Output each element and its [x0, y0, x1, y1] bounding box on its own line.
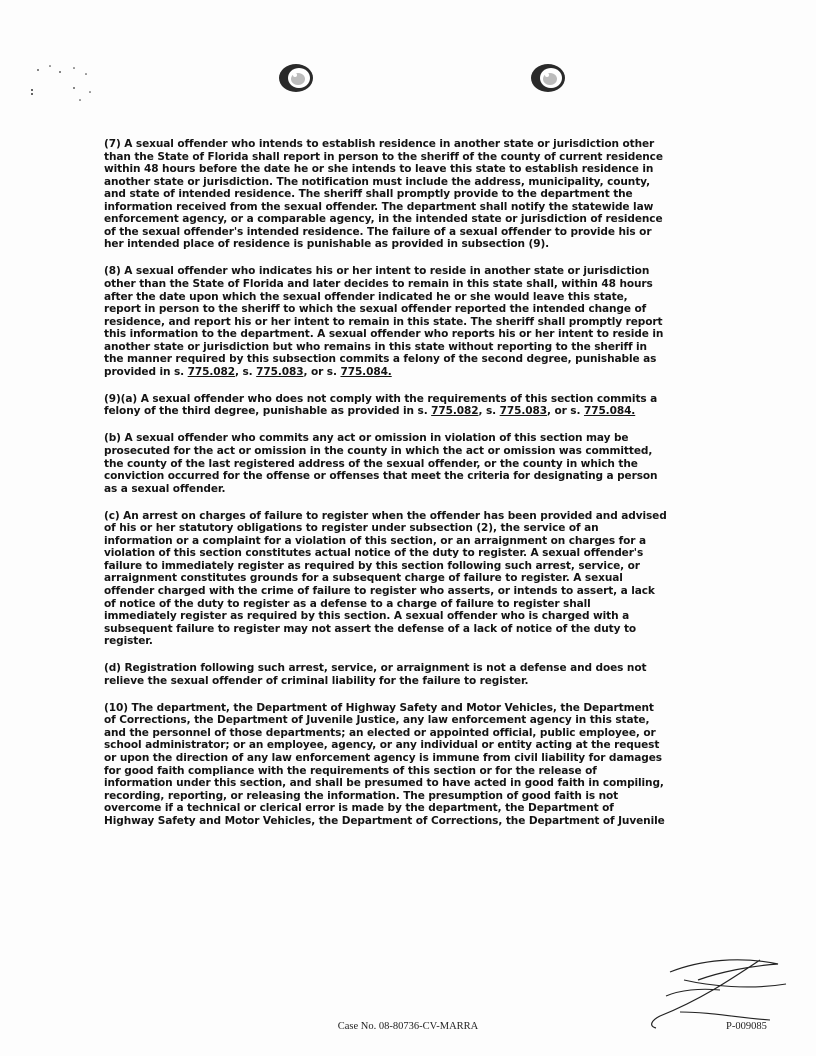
citation-separator: , s. [235, 365, 257, 378]
case-number-footer: Case No. 08-80736-CV-MARRA [337, 1021, 479, 1032]
citation-separator: , or s. [303, 365, 341, 378]
signature-initials [640, 950, 790, 1030]
text-line: (10) The department, the Department of Highway Safety and Motor Vehicles, the Department [104, 701, 654, 714]
text-line: prosecuted for the act or omission in the county in which the act or omission was committed, [104, 444, 653, 457]
text-line: (c) An arrest on charges of failure to register when the offender has been provided and advised [104, 509, 667, 522]
paragraph-9a [104, 393, 682, 418]
paragraph-9c [104, 510, 682, 648]
paragraph-10 [104, 702, 682, 827]
text-line: school administrator; or an employee, agency, or any individual or entity acting at the request [104, 739, 660, 752]
paragraph-8 [104, 265, 682, 378]
text-line: (7) A sexual offender who intends to establish residence in another state or jurisdiction other [104, 138, 655, 150]
text-line-with-citations [104, 366, 682, 379]
text-line: within 48 hours before the date he or she intends to leave this state to establish residence in [104, 163, 654, 176]
statute-link-775-084[interactable]: 775.084. [340, 365, 392, 378]
punch-hole-icon [276, 62, 316, 94]
text-line: violation of this section constitutes actual notice of the duty to register. A sexual offender's [104, 547, 644, 560]
statute-link-775-082[interactable]: 775.082 [431, 405, 479, 418]
bates-number: P-009085 [726, 1021, 767, 1032]
text-line: (d) Registration following such arrest, service, or arraignment is not a defense and does not [104, 662, 647, 675]
text-line: this information to the department. A sexual offender who reports his or her intent to reside in [104, 328, 664, 341]
text-line: of his or her statutory obligations to register under subsection (2), the service of an [104, 522, 599, 535]
text-line: information received from the sexual offender. The department shall notify the statewide law [104, 200, 654, 213]
text-line: of the sexual offender's intended residence. The failure of a sexual offender to provide his or [104, 225, 652, 238]
text-line: another state or jurisdiction. The notification must include the address, municipality, county, [104, 175, 651, 188]
text-line: immediately register as required by this section. A sexual offender who is charged with a [104, 610, 630, 623]
text-line: (8) A sexual offender who indicates his or her intent to reside in another state or jurisdiction [104, 265, 650, 278]
statute-link-775-083[interactable]: 775.083 [256, 365, 304, 378]
text-line: another state or jurisdiction but who remains in this state without reporting to the sheriff in [104, 340, 647, 353]
text-line-with-citations [104, 405, 682, 418]
text-line: her intended place of residence is punishable as provided in subsection (9). [104, 238, 550, 251]
text-line: report in person to the sheriff to which the sexual offender reported the intended change of [104, 303, 647, 316]
text-line: and the personnel of those departments; an elected or appointed official, public employee, or [104, 726, 656, 739]
paragraph-7 [104, 138, 682, 251]
text-line: relieve the sexual offender of criminal liability for the failure to register. [104, 674, 529, 687]
statute-link-775-082[interactable]: 775.082 [187, 365, 236, 378]
text-line: residence, and report his or her intent to remain in this state. The sheriff shall promptly report [104, 315, 663, 328]
paragraph-9d [104, 662, 682, 687]
text-line: overcome if a technical or clerical error is made by the department, the Department of [104, 802, 614, 815]
statute-link-775-083[interactable]: 775.083 [499, 405, 547, 418]
paragraph-9b [104, 432, 682, 495]
text-line: and state of intended residence. The sheriff shall promptly provide to the department the [104, 188, 633, 201]
text-line: recording, reporting, or releasing the information. The presumption of good faith is not [104, 789, 619, 802]
text-line: offender charged with the crime of failure to register who asserts, or intends to assert, a lack [104, 584, 655, 597]
text-line: after the date upon which the sexual offender indicated he or she would leave this state, [104, 290, 628, 303]
statute-text [104, 138, 682, 842]
text-line: (9)(a) A sexual offender who does not comply with the requirements of this section commits a [104, 392, 658, 405]
text-line: arraignment constitutes grounds for a subsequent charge of failure to register. A sexual [104, 572, 623, 585]
text-line: Highway Safety and Motor Vehicles, the Department of Corrections, the Department of Juvenile [104, 814, 665, 827]
text-line: other than the State of Florida and later decides to remain in this state shall, within 48 hours [104, 277, 653, 290]
text-line: conviction occurred for the offense or offenses that meet the criteria for designating a person [104, 470, 658, 483]
statute-link-775-084[interactable]: 775.084. [583, 405, 636, 418]
text-line: of Corrections, the Department of Juvenile Justice, any law enforcement agency in this state, [104, 714, 650, 727]
citation-prefix: provided in s. [104, 365, 188, 378]
text-line: for good faith compliance with the requirements of this section or for the release of [104, 764, 597, 777]
text-line: or upon the direction of any law enforcement agency is immune from civil liability for damages [104, 751, 662, 764]
text-line: the manner required by this subsection commits a felony of the second degree, punishable as [104, 353, 657, 366]
text-line: information or a complaint for a violation of this section, or an arraignment on charges for a [104, 534, 646, 547]
text-line: register. [104, 635, 153, 648]
punch-hole-icon [528, 62, 568, 94]
text-line: than the State of Florida shall report in person to the sheriff of the county of current residence [104, 150, 663, 163]
text-line: information under this section, and shall be presumed to have acted in good faith in compiling, [104, 777, 664, 790]
text-line: the county of the last registered address of the sexual offender, or the county in which the [104, 457, 638, 470]
text-line: (b) A sexual offender who commits any act or omission in violation of this section may be [104, 432, 629, 445]
text-line: failure to immediately register as required by this section following such arrest, service, or [104, 559, 640, 572]
citation-separator: , s. [478, 405, 500, 418]
text-line: subsequent failure to register may not assert the defense of a lack of notice of the duty to [104, 622, 637, 635]
text-line: as a sexual offender. [104, 482, 226, 495]
text-line: enforcement agency, or a comparable agency, in the intended state or jurisdiction of residence [104, 213, 663, 226]
citation-prefix: felony of the third degree, punishable as provided in s. [104, 405, 432, 418]
citation-separator: , or s. [547, 405, 584, 418]
scan-specks [28, 62, 98, 102]
text-line: of notice of the duty to register as a defense to a charge of failure to register shall [104, 597, 591, 610]
